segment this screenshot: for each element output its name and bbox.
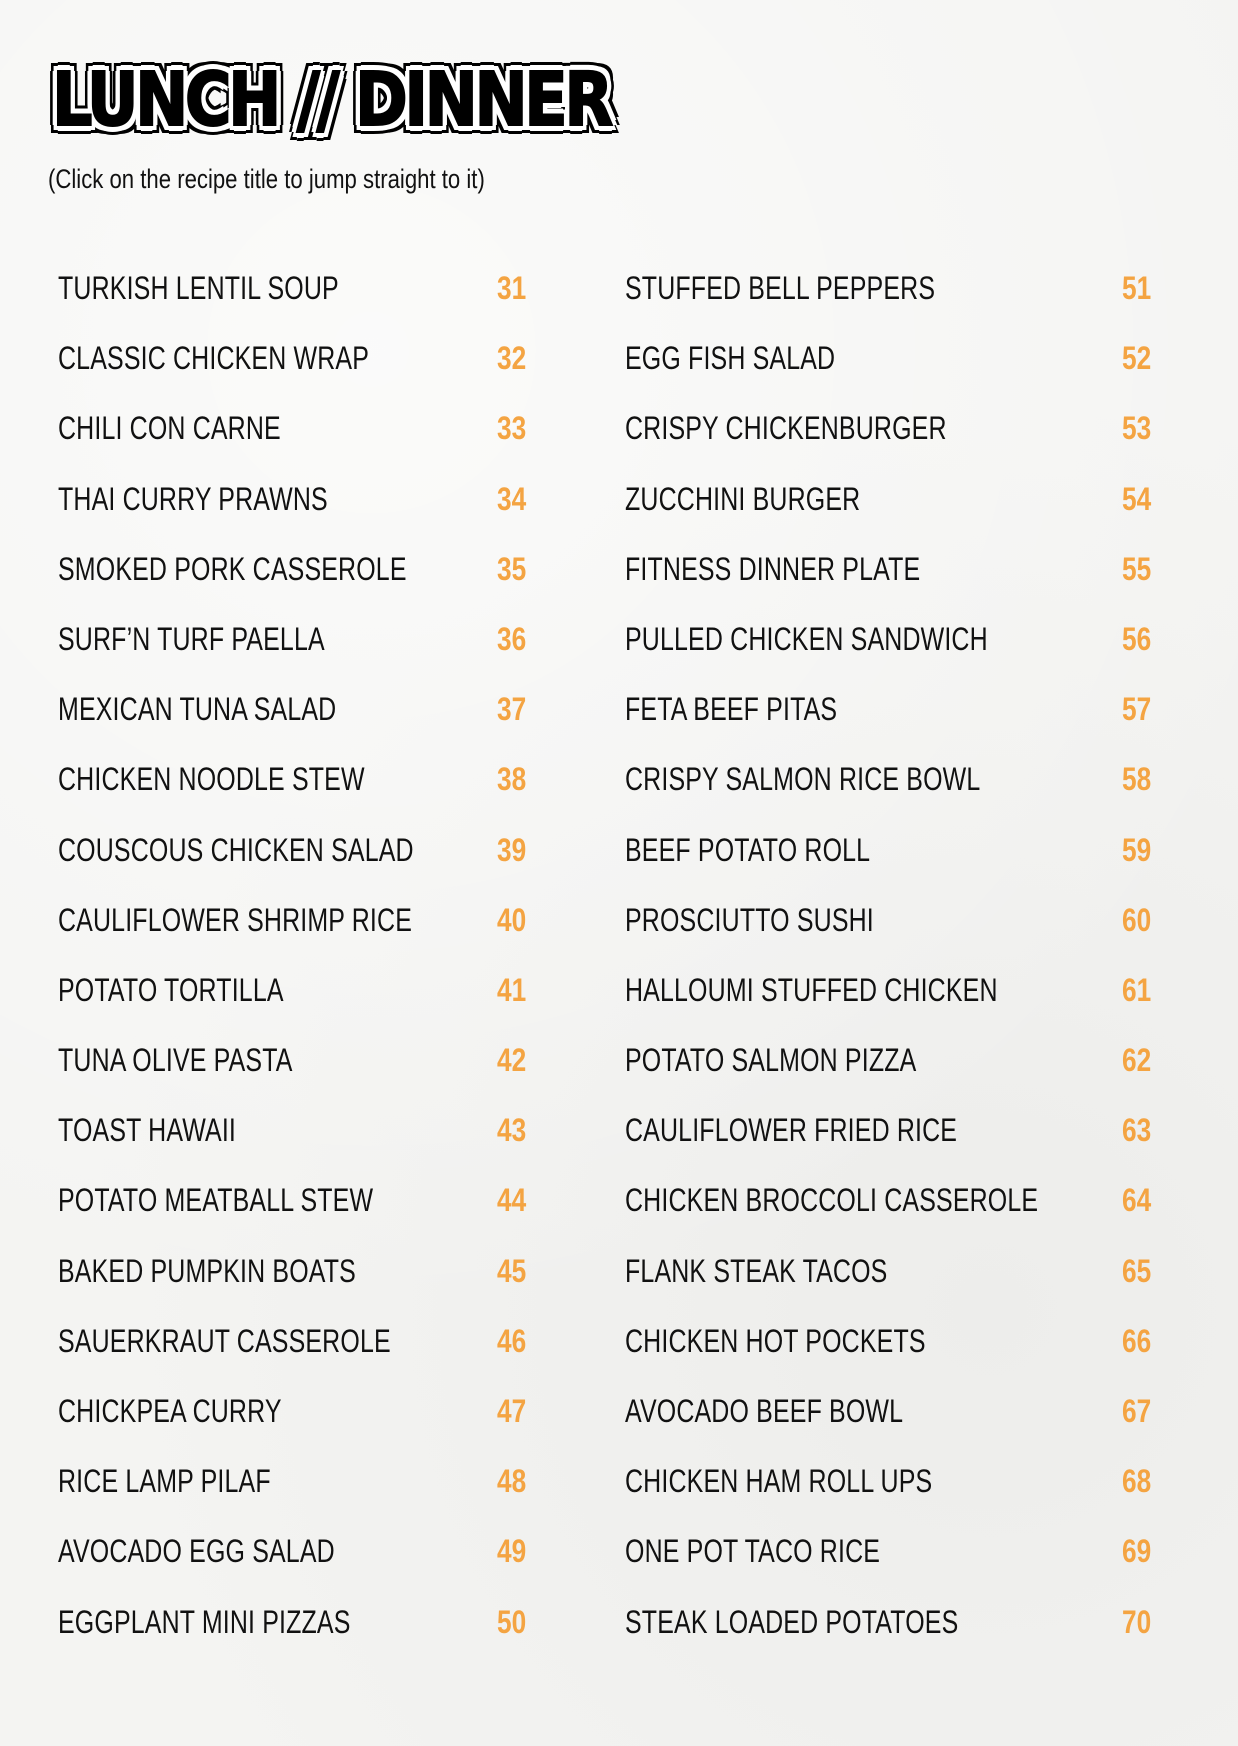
recipe-page-number[interactable]: 51 [1122, 270, 1152, 306]
recipe-title-link[interactable]: POTATO MEATBALL STEW [58, 1182, 374, 1219]
recipe-page-number[interactable]: 59 [1122, 831, 1152, 868]
recipe-link-row[interactable] [625, 1104, 1160, 1174]
recipe-page-number[interactable]: 62 [1122, 1042, 1152, 1079]
recipe-link-row[interactable] [58, 1315, 538, 1385]
recipe-page-number[interactable]: 65 [1122, 1252, 1152, 1289]
recipe-title-link[interactable]: TOAST HAWAII [58, 1112, 237, 1149]
recipe-title-link[interactable]: CHILI CON CARNE [58, 410, 281, 447]
recipe-page-number[interactable]: 37 [497, 691, 527, 728]
recipe-page-number[interactable]: 47 [497, 1393, 527, 1429]
recipe-link-row[interactable] [625, 1596, 1160, 1666]
recipe-title-link[interactable]: RICE LAMP PILAF [58, 1463, 271, 1500]
recipe-title-link[interactable]: CLASSIC CHICKEN WRAP [58, 340, 370, 377]
recipe-link-row[interactable] [58, 332, 538, 402]
recipe-page-number[interactable]: 45 [497, 1252, 527, 1289]
recipe-link-row[interactable] [625, 473, 1160, 543]
recipe-title-link[interactable]: AVOCADO EGG SALAD [58, 1533, 335, 1570]
recipe-page-number[interactable]: 35 [497, 550, 527, 587]
recipe-link-row[interactable] [58, 1245, 538, 1315]
recipe-link-row[interactable] [625, 1525, 1160, 1595]
recipe-link-row[interactable] [58, 543, 538, 613]
recipe-title-link[interactable]: CHICKEN NOODLE STEW [58, 761, 365, 798]
recipe-title-link[interactable]: SURF’N TURF PAELLA [58, 620, 325, 657]
recipe-list-left [58, 262, 538, 1666]
recipe-page-number[interactable]: 49 [497, 1533, 527, 1570]
recipe-link-row[interactable] [625, 964, 1160, 1034]
recipe-link-row[interactable] [58, 613, 538, 683]
recipe-link-row[interactable] [625, 824, 1160, 894]
recipe-page-number[interactable]: 52 [1122, 340, 1152, 377]
recipe-page-number[interactable]: 32 [497, 340, 527, 377]
recipe-title-link[interactable]: CHICKEN HAM ROLL UPS [625, 1463, 933, 1500]
recipe-page-number[interactable]: 60 [1122, 901, 1152, 938]
recipe-title-link[interactable]: CRISPY SALMON RICE BOWL [625, 761, 981, 798]
recipe-link-row[interactable] [58, 964, 538, 1034]
recipe-page-number[interactable]: 42 [497, 1042, 527, 1079]
recipe-link-row[interactable] [58, 824, 538, 894]
recipe-title-link[interactable]: CAULIFLOWER SHRIMP RICE [58, 901, 413, 938]
recipe-page-number[interactable]: 36 [497, 620, 527, 657]
recipe-title-link[interactable]: PULLED CHICKEN SANDWICH [625, 620, 988, 657]
recipe-link-row[interactable] [58, 894, 538, 964]
recipe-title-link[interactable]: SAUERKRAUT CASSEROLE [58, 1322, 391, 1359]
recipe-title-link[interactable]: HALLOUMI STUFFED CHICKEN [625, 971, 998, 1008]
recipe-page-number[interactable]: 44 [497, 1182, 527, 1219]
recipe-page-number[interactable]: 58 [1122, 761, 1152, 798]
recipe-page-number[interactable]: 53 [1122, 410, 1152, 447]
recipe-page-number[interactable]: 39 [497, 831, 527, 868]
recipe-title-link[interactable]: MEXICAN TUNA SALAD [58, 691, 337, 728]
recipe-page-number[interactable]: 50 [497, 1603, 527, 1640]
recipe-page-number[interactable]: 40 [497, 901, 527, 938]
recipe-link-row[interactable] [58, 753, 538, 823]
recipe-page-number[interactable]: 69 [1122, 1533, 1152, 1570]
recipe-title-link[interactable]: CHICKEN HOT POCKETS [625, 1322, 926, 1359]
recipe-title-link[interactable]: ZUCCHINI BURGER [625, 480, 861, 517]
recipe-link-row[interactable] [625, 613, 1160, 683]
recipe-title-link[interactable]: FLANK STEAK TACOS [625, 1252, 888, 1289]
recipe-title-link[interactable]: STUFFED BELL PEPPERS [625, 270, 936, 306]
recipe-page-number[interactable]: 67 [1122, 1393, 1152, 1429]
recipe-title-link[interactable]: FETA BEEF PITAS [625, 691, 838, 728]
recipe-list-right [625, 262, 1160, 1666]
recipe-link-row[interactable] [58, 1385, 538, 1455]
recipe-page-number[interactable]: 43 [497, 1112, 527, 1149]
recipe-page-number[interactable]: 70 [1122, 1603, 1152, 1640]
page-title: LUNCH // DINNER [52, 57, 610, 143]
recipe-link-row[interactable] [58, 402, 538, 472]
recipe-title-link[interactable]: CHICKPEA CURRY [58, 1393, 282, 1429]
recipe-page-number[interactable]: 34 [497, 480, 527, 517]
recipe-page-number[interactable]: 57 [1122, 691, 1152, 728]
recipe-link-row[interactable] [58, 473, 538, 543]
recipe-title-link[interactable]: TURKISH LENTIL SOUP [58, 270, 339, 306]
recipe-link-row[interactable] [58, 1525, 538, 1595]
recipe-link-row[interactable] [625, 683, 1160, 753]
recipe-title-link[interactable]: COUSCOUS CHICKEN SALAD [58, 831, 414, 868]
recipe-link-row[interactable] [625, 332, 1160, 402]
recipe-page-number[interactable]: 61 [1122, 971, 1152, 1008]
recipe-title-link[interactable]: BEEF POTATO ROLL [625, 831, 871, 868]
recipe-link-row[interactable] [625, 1174, 1160, 1244]
recipe-link-row[interactable] [625, 753, 1160, 823]
recipe-title-link[interactable]: STEAK LOADED POTATOES [625, 1603, 959, 1640]
recipe-page-number[interactable]: 46 [497, 1322, 527, 1359]
recipe-link-row[interactable] [625, 1455, 1160, 1525]
recipe-link-row[interactable] [625, 894, 1160, 964]
recipe-page-number[interactable]: 31 [497, 270, 527, 306]
recipe-title-link[interactable]: TUNA OLIVE PASTA [58, 1042, 293, 1079]
recipe-title-link[interactable]: FITNESS DINNER PLATE [625, 550, 921, 587]
recipe-title-link[interactable]: BAKED PUMPKIN BOATS [58, 1252, 356, 1289]
recipe-page-number[interactable]: 64 [1122, 1182, 1152, 1219]
recipe-title-link[interactable]: CAULIFLOWER FRIED RICE [625, 1112, 958, 1149]
recipe-link-row[interactable] [58, 1104, 538, 1174]
recipe-link-row[interactable] [58, 262, 538, 332]
recipe-title-link[interactable]: EGG FISH SALAD [625, 340, 836, 377]
recipe-title-link[interactable]: CHICKEN BROCCOLI CASSEROLE [625, 1182, 1039, 1219]
recipe-title-link[interactable]: CRISPY CHICKENBURGER [625, 410, 947, 447]
recipe-title-link[interactable]: SMOKED PORK CASSEROLE [58, 550, 407, 587]
recipe-page-number[interactable]: 56 [1122, 620, 1152, 657]
recipe-link-row[interactable] [625, 262, 1160, 332]
recipe-title-link[interactable]: ONE POT TACO RICE [625, 1533, 881, 1570]
recipe-title-link[interactable]: POTATO SALMON PIZZA [625, 1042, 917, 1079]
recipe-title-link[interactable]: POTATO TORTILLA [58, 971, 284, 1008]
recipe-page-number[interactable]: 63 [1122, 1112, 1152, 1149]
page-subtitle: (Click on the recipe title to jump straight to it) [48, 164, 485, 194]
recipe-title-link[interactable]: PROSCIUTTO SUSHI [625, 901, 874, 938]
recipe-page-number[interactable]: 38 [497, 761, 527, 798]
recipe-page-number[interactable]: 33 [497, 410, 527, 447]
recipe-title-link[interactable]: AVOCADO BEEF BOWL [625, 1393, 904, 1429]
recipe-link-row[interactable] [58, 1174, 538, 1244]
recipe-link-row[interactable] [625, 402, 1160, 472]
recipe-link-row[interactable] [625, 543, 1160, 613]
recipe-page-number[interactable]: 66 [1122, 1322, 1152, 1359]
recipe-page-number[interactable]: 54 [1122, 480, 1152, 517]
recipe-link-row[interactable] [625, 1385, 1160, 1455]
recipe-link-row[interactable] [58, 1034, 538, 1104]
recipe-title-link[interactable]: EGGPLANT MINI PIZZAS [58, 1603, 351, 1640]
recipe-page-number[interactable]: 41 [497, 971, 527, 1008]
recipe-link-row[interactable] [58, 1455, 538, 1525]
recipe-link-row[interactable] [625, 1034, 1160, 1104]
recipe-title-link[interactable]: THAI CURRY PRAWNS [58, 480, 328, 517]
recipe-page-number[interactable]: 55 [1122, 550, 1152, 587]
recipe-page-number[interactable]: 48 [497, 1463, 527, 1500]
recipe-link-row[interactable] [58, 683, 538, 753]
recipe-page-number[interactable]: 68 [1122, 1463, 1152, 1500]
recipe-link-row[interactable] [625, 1245, 1160, 1315]
recipe-link-row[interactable] [58, 1596, 538, 1666]
recipe-link-row[interactable] [625, 1315, 1160, 1385]
